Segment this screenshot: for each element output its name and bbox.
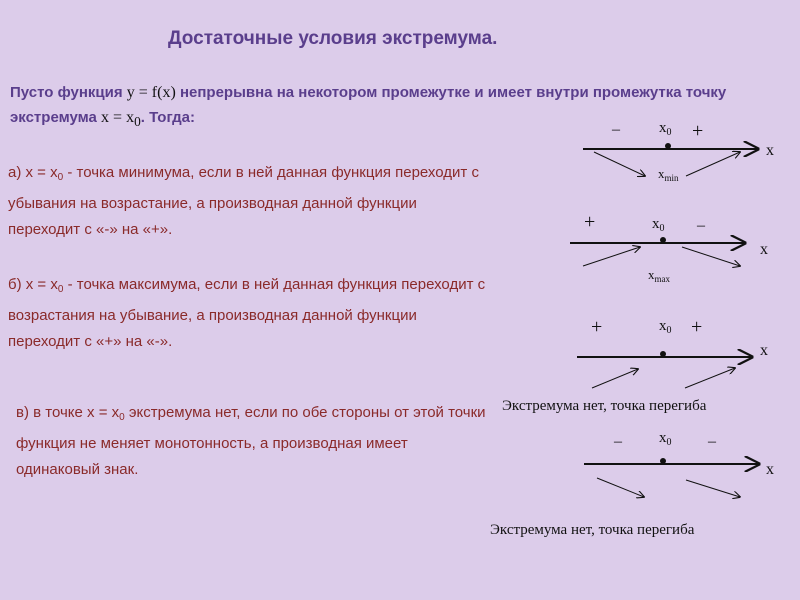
case-c-text: экстремума нет, если по обе стороны от этой точки функция не меняет монотонность, а производная имеет одинаковый знак.	[16, 404, 486, 478]
axis-label: x	[766, 142, 774, 159]
right-sign: –	[697, 217, 705, 234]
intro-formula-point-text: x = x	[101, 109, 135, 126]
right-sign: +	[691, 316, 703, 338]
decreasing-arrow	[682, 247, 740, 266]
caption-inflection-1: Экстремума нет, точка перегиба	[502, 398, 707, 414]
extremum-label: $x_{min}$	[658, 166, 679, 183]
axis-label: x	[766, 461, 774, 478]
point-dot	[660, 237, 666, 243]
left-sign: +	[591, 316, 603, 338]
point-dot	[665, 143, 671, 149]
left-sign: –	[614, 433, 622, 450]
decreasing-arrow-left	[597, 478, 644, 497]
case-b-lead: б) x = x	[8, 276, 58, 293]
extremum-label: $x_{max}$	[648, 267, 670, 284]
point-dot	[660, 351, 666, 357]
case-b-text: - точка максимума, если в ней данная функция переходит с возрастания на убывание, а производная данной функции переходит с «+» на «-».	[8, 276, 486, 350]
intro-text-3: . Тогда:	[140, 109, 196, 126]
axis-label: x	[760, 342, 768, 359]
intro-formula-function: y = f(x)	[126, 84, 176, 101]
intro-formula-point-sub: 0	[134, 114, 141, 130]
decreasing-arrow-right	[686, 480, 740, 497]
case-c-lead: в) в точке x = x	[16, 404, 120, 421]
caption-inflection-2: Экстремума нет, точка перегиба	[490, 522, 695, 538]
right-sign: +	[692, 120, 704, 142]
left-sign: –	[612, 121, 620, 138]
right-sign: –	[708, 433, 716, 450]
point-label: $x_0$	[659, 430, 672, 448]
point-label: $x_0$	[659, 318, 672, 336]
decreasing-arrow	[594, 152, 645, 176]
increasing-arrow	[686, 152, 740, 176]
diagram-maximum	[570, 211, 768, 284]
diagram-no-extremum-minus	[584, 430, 774, 497]
case-a-text: - точка минимума, если в ней данная функция переходит с убывания на возрастание, а производная данной функции переходит с «-» на «+».	[8, 164, 479, 238]
increasing-arrow-right	[685, 368, 735, 388]
slide-title: Достаточные условия экстремума.	[168, 28, 498, 49]
case-a-sub: 0	[57, 172, 64, 183]
diagram-minimum	[583, 120, 774, 183]
left-sign: +	[584, 211, 596, 233]
intro-text-1: Пусто функция	[10, 84, 127, 101]
diagram-no-extremum-plus	[577, 316, 768, 388]
case-b-sub: 0	[57, 284, 64, 295]
increasing-arrow-left	[592, 369, 638, 388]
increasing-arrow	[583, 247, 640, 266]
axis-label: x	[760, 241, 768, 258]
case-a-lead: а) x = x	[8, 164, 58, 181]
point-label: $x_0$	[659, 120, 672, 138]
point-dot	[660, 458, 666, 464]
case-c-sub: 0	[119, 412, 125, 423]
point-label: $x_0$	[652, 216, 665, 234]
intro-text-2: непрерывна на некотором промежутке и имеет внутри промежутка точку экстремума	[10, 84, 727, 126]
